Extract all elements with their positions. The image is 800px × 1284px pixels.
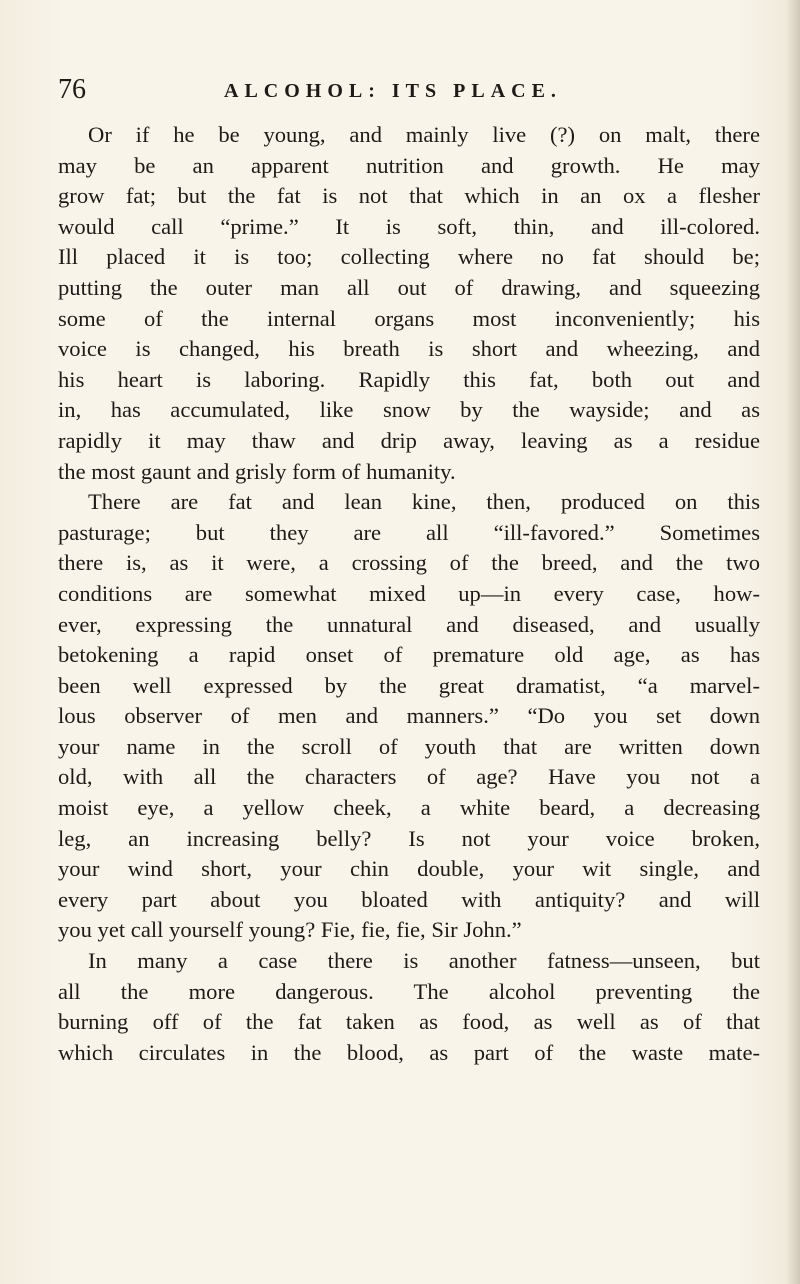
text-line: in, has accumulated, like snow by the wayside; and as (58, 397, 760, 423)
text-line: Or if he be young, and mainly live (?) on malt, there (88, 122, 760, 147)
text-line: In many a case there is another fatness—unseen, but (88, 948, 760, 974)
text-line: pasturage; but they are all “ill-favored.” Sometimes (58, 519, 760, 545)
text-line: Ill placed it is too; collecting where no fat should be; (58, 244, 760, 270)
text-line: his heart is laboring. Rapidly this fat, both out and (58, 366, 760, 392)
text-line: there is, as it were, a crossing of the breed, and the two (58, 550, 760, 576)
page-header (58, 72, 758, 112)
text-line: There are fat and lean kine, then, produced on this (88, 489, 760, 515)
body-text (58, 120, 760, 1068)
text-line: all the more dangerous. The alcohol preventing the (58, 978, 760, 1004)
text-line: lous observer of men and manners.” “Do you set down (58, 703, 760, 729)
text-line: burning off of the fat taken as food, as well as of that (58, 1009, 760, 1035)
text-line: betokening a rapid onset of premature old age, as has (58, 642, 760, 668)
text-line: may be an apparent nutrition and growth. He may (58, 152, 760, 178)
text-line: ever, expressing the unnatural and diseased, and usually (58, 611, 760, 637)
text-line: putting the outer man all out of drawing, and squeezing (58, 274, 760, 300)
text-line: your name in the scroll of youth that are written down (58, 733, 760, 759)
text-line: been well expressed by the great dramatist, “a marvel- (58, 672, 760, 698)
text-line: leg, an increasing belly? Is not your voice broken, (58, 825, 760, 851)
text-line: which circulates in the blood, as part of the waste mate- (58, 1039, 760, 1065)
text-line: conditions are somewhat mixed up—in every case, how- (58, 580, 760, 606)
text-line: you yet call yourself young? Fie, fie, fie, Sir John.” (58, 917, 522, 943)
text-line: your wind short, your chin double, your wit single, and (58, 856, 760, 882)
text-line: some of the internal organs most inconveniently; his (58, 305, 760, 331)
text-line: the most gaunt and grisly form of humanity. (58, 458, 456, 484)
page-edge-shadow (786, 0, 800, 1284)
text-line: grow fat; but the fat is not that which in an ox a flesher (58, 183, 760, 209)
running-head: ALCOHOL: ITS PLACE. (224, 80, 562, 102)
text-line: old, with all the characters of age? Have you not a (58, 764, 760, 790)
text-line: rapidly it may thaw and drip away, leaving as a residue (58, 427, 760, 453)
page-number: 76 (58, 74, 86, 105)
text-line: would call “prime.” It is soft, thin, and ill-colored. (58, 213, 760, 239)
text-line: every part about you bloated with antiquity? and will (58, 886, 760, 912)
text-line: voice is changed, his breath is short and wheezing, and (58, 336, 760, 362)
text-line: moist eye, a yellow cheek, a white beard, a decreasing (58, 795, 760, 821)
